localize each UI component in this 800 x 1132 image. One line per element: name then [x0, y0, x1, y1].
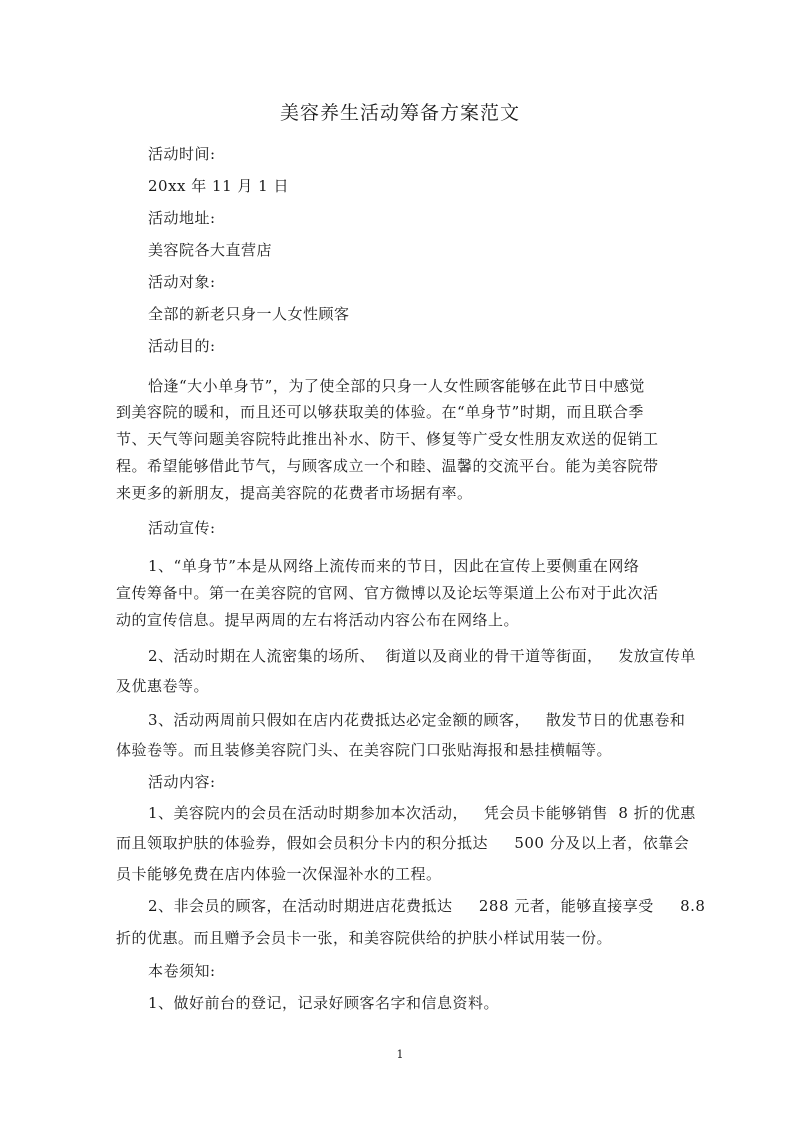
paragraph-line: 来更多的新朋友，提高美容院的花费者市场据有率。 — [116, 484, 473, 502]
document-title: 美容养生活动筹备方案范文 — [279, 102, 520, 124]
paragraph-line: 节、天气等问题美容院特此推出补水、防干、修复等广受女性朋友欢送的促销工 — [116, 430, 659, 448]
paragraph-line: 1、美容院内的会员在活动时期参加本次活动， 凭会员卡能够销售 8 折的优惠 — [148, 804, 696, 822]
label-activity-time: 活动时间: — [148, 145, 216, 163]
label-activity-promotion: 活动宣传: — [148, 519, 216, 537]
paragraph-line: 2、非会员的顾客，在活动时期进店花费抵达 288 元者，能够直接享受 8.8 — [148, 897, 706, 915]
paragraph-line: 1、做好前台的登记，记录好顾客名字和信息资料。 — [148, 994, 500, 1012]
paragraph-line: 2、活动时期在人流密集的场所、 街道以及商业的骨干道等街面， 发放宣传单 — [148, 647, 696, 665]
label-notes: 本卷须知: — [148, 962, 216, 980]
paragraph-line: 折的优惠。而且赠予会员卡一张，和美容院供给的护肤小样试用装一份。 — [116, 929, 613, 947]
paragraph-line: 动的宣传信息。提早两周的左右将活动内容公布在网络上。 — [116, 611, 520, 629]
paragraph-line: 及优惠卷等。 — [116, 677, 210, 695]
paragraph-line: 1、“单身节”本是从网络上流传而来的节日，因此在宣传上要侧重在网络 — [148, 557, 640, 575]
paragraph-line: 到美容院的暖和，而且还可以够获取美的体验。在“单身节”时期，而且联合季 — [116, 403, 644, 421]
activity-date: 20xx 年 11 月 1 日 — [148, 177, 289, 195]
label-activity-target: 活动对象: — [148, 273, 216, 291]
paragraph-line: 宣传筹备中。第一在美容院的官网、官方微博以及论坛等渠道上公布对于此次活 — [116, 584, 659, 602]
paragraph-line: 而且领取护肤的体验券，假如会员积分卡内的积分抵达 500 分及以上者，依靠会 — [116, 834, 690, 852]
label-activity-location: 活动地址: — [148, 209, 216, 227]
paragraph-line: 体验卷等。而且装修美容院门头、在美容院门口张贴海报和悬挂横幅等。 — [116, 741, 613, 759]
activity-location: 美容院各大直营店 — [148, 241, 273, 259]
label-activity-content: 活动内容: — [148, 773, 216, 791]
paragraph-line: 员卡能够免费在店内体验一次保湿补水的工程。 — [116, 865, 442, 883]
page-number: 1 — [396, 1048, 404, 1061]
paragraph-line: 3、活动两周前只假如在店内花费抵达必定金额的顾客， 散发节日的优惠卷和 — [148, 711, 686, 729]
label-activity-purpose: 活动目的: — [148, 337, 216, 355]
activity-target: 全部的新老只身一人女性顾客 — [148, 305, 350, 323]
paragraph-line: 程。希望能够借此节气，与顾客成立一个和睦、温馨的交流平台。能为美容院带 — [116, 457, 659, 475]
paragraph-line: 恰逢“大小单身节”，为了使全部的只身一人女性顾客能够在此节日中感觉 — [148, 377, 645, 395]
